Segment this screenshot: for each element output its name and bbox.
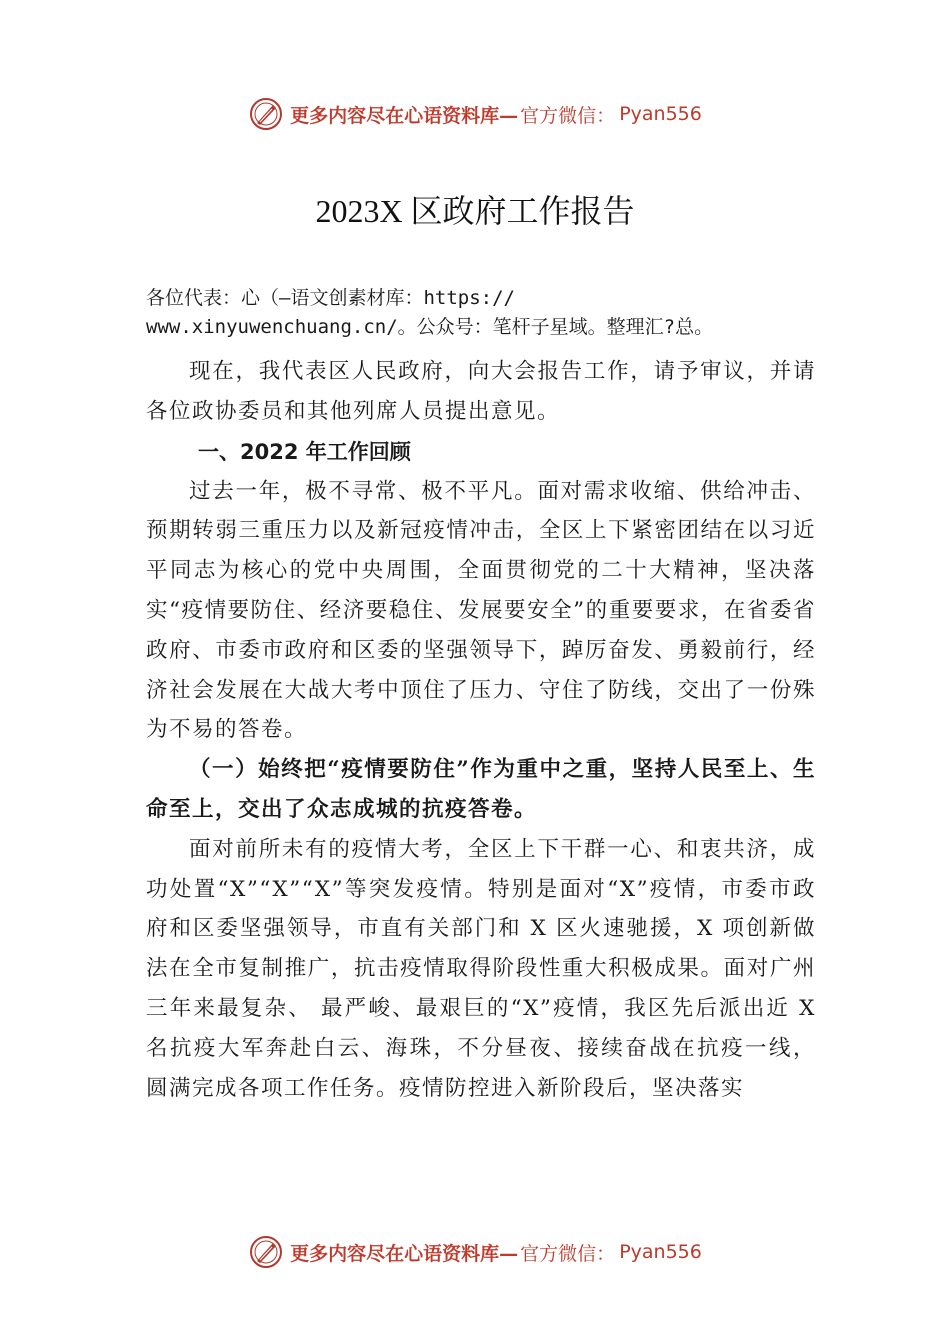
intro-paragraph: 现在，我代表区人民政府，向大会报告工作，请予审议，并请各位政协委员和其他列席人员提出意见。 xyxy=(146,359,816,424)
banner-wechat-id: Pyan556 xyxy=(619,1241,702,1263)
body-paragraph: 过去一年，极不寻常、极不平凡。面对需求收缩、供给冲击、预期转弱三重压力以及新冠疫情冲击，全区上下紧密团结在以习近平同志为核心的党中央周围，全面贯彻党的二十大精神，坚决落实“疫情要防住、经济要稳住、发展要安全”的重要要求，在省委省政府、市委市政府和区委的坚强领导下，踔厉奋发、勇毅前行，经济社会发展在大战大考中顶住了压力、守住了防线，交出了一份殊为不易的答卷。 xyxy=(146,478,816,743)
body-paragraph: 面对前所未有的疫情大考，全区上下干群一心、和衷共济，成功处置“X”“X”“X”等突发疫情。特别是面对“X”疫情，市委市政府和区委坚强领导，市直有关部门和 X 区火速驰援，X 项创新做法在全市复制推广，抗击疫情取得阶段性重大积极成果。面对广州三年来最复杂、 最严峻、最艰巨的“X”疫情，我区先后派出近 X 名抗疫大军奔赴白云、海珠，不分昼夜、接续奋战在抗疫一线， 圆满完成各项工作任务。疫情防控进入新阶段后，坚决落实 xyxy=(146,836,816,1101)
header-watermark-banner xyxy=(0,94,950,134)
banner-text: 更多内容尽在心语资料库— xyxy=(290,1242,519,1265)
quill-logo-icon xyxy=(248,96,284,132)
section-heading: 一、2022 年工作回顾 xyxy=(198,439,411,464)
document-body xyxy=(146,284,816,1108)
banner-wechat-label: 官方微信： xyxy=(520,104,616,127)
banner-text: 更多内容尽在心语资料库— xyxy=(290,104,519,127)
quill-logo-icon xyxy=(248,1234,284,1270)
banner-wechat-label: 官方微信： xyxy=(520,1242,616,1265)
banner-wechat-id: Pyan556 xyxy=(619,103,702,125)
footer-watermark-banner xyxy=(0,1232,950,1272)
salutation-line-2: www.xinyuwenchuang.cn/。公众号：笔杆子星域。整理汇?总。 xyxy=(146,316,714,338)
salutation-line-1: 各位代表：心（—语文创素材库：https:// xyxy=(146,287,515,309)
subsection-heading: （一）始终把“疫情要防住”作为重中之重，坚持人民至上、生命至上，交出了众志成城的抗疫答卷。 xyxy=(146,757,816,822)
document-title: 2023X 区政府工作报告 xyxy=(315,193,635,229)
